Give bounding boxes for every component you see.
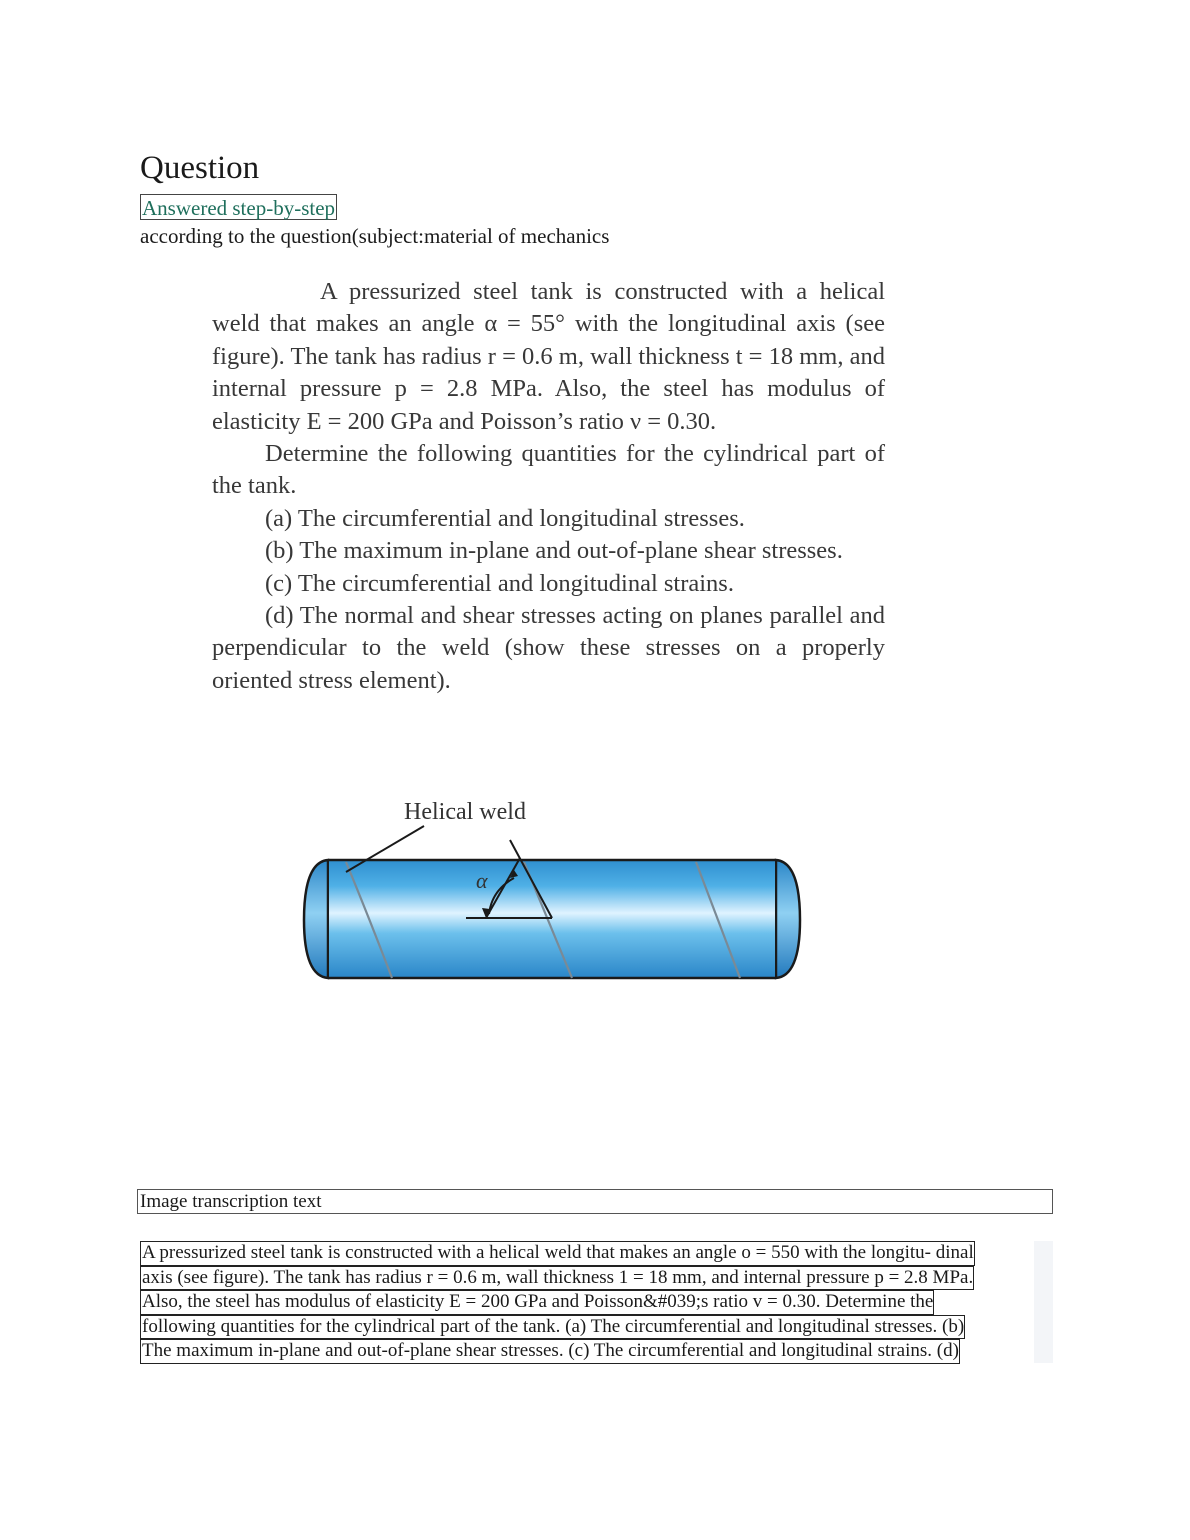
- transcription-line: axis (see figure). The tank has radius r = 0.6 m, wall thickness 1 = 18 mm, and internal pressure p = 2.8 MPa.: [140, 1266, 974, 1291]
- problem-part-c: (c) The circumferential and longitudinal strains.: [265, 569, 734, 597]
- right-end-cap: [776, 860, 800, 978]
- page-title: Question: [140, 150, 260, 186]
- transcription-text: [140, 1241, 1053, 1364]
- transcription-line: Also, the steel has modulus of elasticity E = 200 GPa and Poisson&#039;s ratio v = 0.30. Determine the: [140, 1290, 934, 1315]
- problem-part-a: (a) The circumferential and longitudinal stresses.: [265, 504, 745, 532]
- transcription-line: The maximum in-plane and out-of-plane shear stresses. (c) The circumferential and longitudinal strains. (d): [140, 1339, 960, 1364]
- problem-paragraph: A pressurized steel tank is constructed with a helical weld that makes an angle α = 55° with the longitudinal axis (see figure). The tank has radius r = 0.6 m, wall thickness t = 18 mm, and internal pressure p = 2.8 MPa. Also, the steel has modulus of elasticity E = 200 GPa and Poisson’s ratio ν = 0.30.: [212, 278, 885, 435]
- tank-figure: [296, 790, 816, 990]
- problem-part-d: (d) The normal and shear stresses acting on planes parallel and perpendicular to the weld (show these stresses on a properly oriented stress element).: [212, 602, 885, 694]
- transcription-header[interactable]: Image transcription text: [137, 1189, 1053, 1214]
- problem-statement: [212, 276, 885, 697]
- angle-label: α: [476, 868, 488, 893]
- problem-part-b: (b) The maximum in-plane and out-of-plane shear stresses.: [265, 537, 843, 565]
- subject-line: according to the question(subject:material of mechanics: [140, 224, 610, 248]
- weld-label: Helical weld: [404, 799, 526, 825]
- transcription-line: following quantities for the cylindrical part of the tank. (a) The circumferential and longitudinal stresses. (b): [140, 1315, 965, 1340]
- tank-drawing: [296, 790, 816, 990]
- transcription-line: A pressurized steel tank is constructed with a helical weld that makes an angle o = 550 with the longitu- dinal: [140, 1241, 975, 1266]
- left-end-cap: [304, 860, 328, 978]
- problem-paragraph: Determine the following quantities for the cylindrical part of the tank.: [212, 440, 885, 500]
- answered-badge[interactable]: Answered step-by-step: [142, 196, 336, 220]
